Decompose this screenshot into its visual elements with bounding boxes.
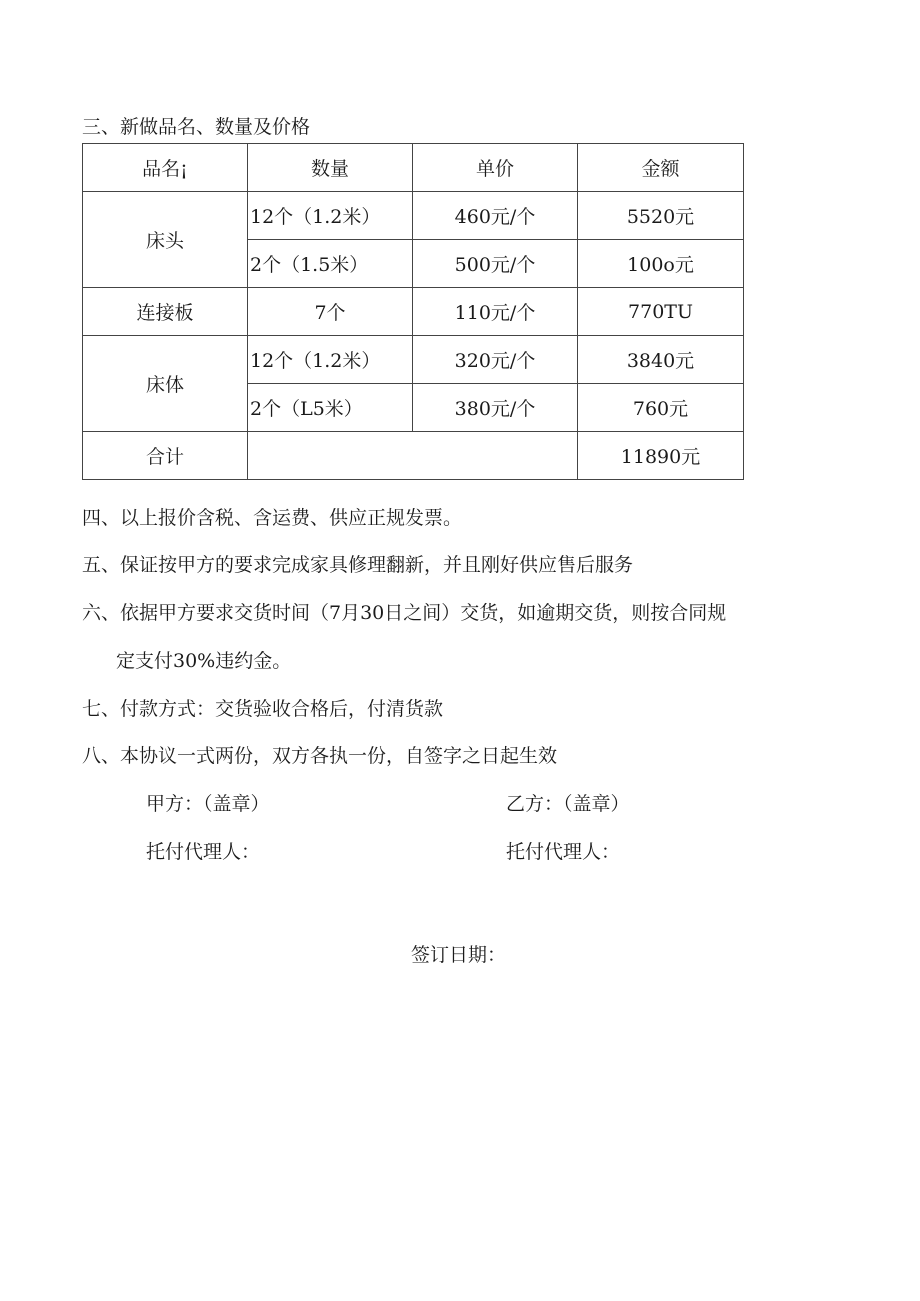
table-row [83, 192, 744, 240]
table-header-row [83, 144, 744, 192]
amount-cell: 100o元 [578, 240, 744, 288]
unit-price-cell: 500元/个 [413, 240, 578, 288]
quantity-cell: 2个（1.5米） [248, 240, 413, 288]
quantity-cell: 12个（1.2米） [248, 336, 413, 384]
amount-cell: 770TU [578, 288, 744, 336]
amount-cell: 3840元 [578, 336, 744, 384]
clause-7: 七、付款方式：交货验收合格后，付清货款 [82, 698, 444, 720]
total-empty-cell [248, 432, 578, 480]
party-a-seal: 甲方：（盖章） [146, 793, 270, 815]
quantity-cell: 7个 [248, 288, 413, 336]
unit-price-cell: 110元/个 [413, 288, 578, 336]
amount-cell: 5520元 [578, 192, 744, 240]
quantity-cell: 2个（L5米） [248, 384, 413, 432]
party-b-agent: 托付代理人： [506, 841, 621, 863]
unit-price-cell: 380元/个 [413, 384, 578, 432]
header-product-name: 品名¡ [83, 144, 248, 192]
clause-6-line-2: 定支付30%违约金。 [116, 650, 292, 672]
party-b-seal: 乙方：（盖章） [506, 793, 630, 815]
product-name-cell: 床体 [83, 336, 248, 432]
total-amount-cell: 11890元 [578, 432, 744, 480]
header-quantity: 数量 [248, 144, 413, 192]
clause-4: 四、以上报价含税、含运费、供应正规发票。 [82, 507, 463, 529]
quantity-cell: 12个（1.2米） [248, 192, 413, 240]
header-amount: 金额 [578, 144, 744, 192]
amount-cell: 760元 [578, 384, 744, 432]
table-total-row [83, 432, 744, 480]
signing-date-label: 签订日期： [411, 944, 507, 966]
table-row [83, 336, 744, 384]
header-unit-price: 单价 [413, 144, 578, 192]
total-label-cell: 合计 [83, 432, 248, 480]
unit-price-cell: 460元/个 [413, 192, 578, 240]
section-heading: 三、新做品名、数量及价格 [82, 116, 311, 138]
product-name-cell: 床头 [83, 192, 248, 288]
clause-8: 八、本协议一式两份，双方各执一份，自签字之日起生效 [82, 745, 558, 767]
clause-6-line-1: 六、依据甲方要求交货时间（7月30日之间）交货，如逾期交货，则按合同规 [82, 602, 727, 624]
price-table [82, 143, 744, 480]
clause-5: 五、保证按甲方的要求完成家具修理翻新，并且刚好供应售后服务 [82, 554, 634, 576]
product-name-cell: 连接板 [83, 288, 248, 336]
table-row [83, 288, 744, 336]
party-a-agent: 托付代理人： [146, 841, 261, 863]
unit-price-cell: 320元/个 [413, 336, 578, 384]
